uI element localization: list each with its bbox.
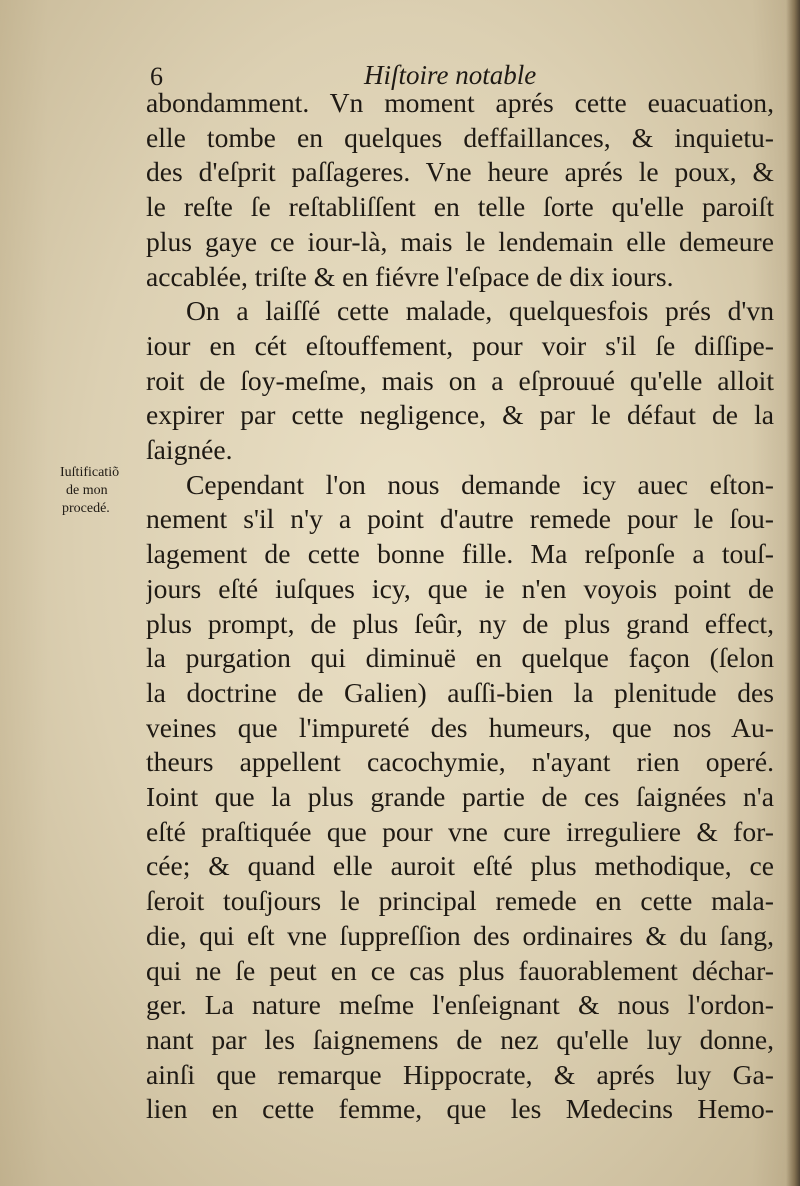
text-line: lien en cette femme, que les Medecins Hemo- <box>146 1093 774 1125</box>
text-line: cée; & quand elle auroit eſté plus methodique, ce <box>146 850 774 882</box>
text-line: nant par les ſaignemens de nez qu'elle luy donne, <box>146 1023 774 1055</box>
text-line: elle tombe en quelques deffaillances, & inquietu- <box>146 121 774 153</box>
text-line: la doctrine de Galien) auſſi-bien la plenitude des <box>146 676 774 708</box>
text-line: On a laiſſé cette malade, quelquesfois prés d'vn <box>186 295 774 327</box>
text-line: nement s'il n'y a point d'autre remede pour le ſou- <box>146 503 774 535</box>
text-line: Ioint que la plus grande partie de ces ſaignées n'a <box>146 781 774 813</box>
text-line: qui ne ſe peut en ce cas plus fauorablement déchar- <box>146 954 774 986</box>
text-line: expirer par cette negligence, & par le défaut de la <box>146 399 774 431</box>
text-line: des d'eſprit paſſageres. Vne heure aprés le poux, & <box>146 156 774 188</box>
text-line: abondamment. Vn moment aprés cette euacuation, <box>146 87 774 118</box>
margin-note-line: procedé. <box>62 501 110 516</box>
text-line: eſté praſtiquée que pour vne cure irreguliere & for- <box>146 815 774 847</box>
text-line: le reſte ſe reſtabliſſent en telle ſorte qu'elle paroiſt <box>146 191 774 223</box>
text-line: Cependant l'on nous demande icy auec eſton- <box>186 468 774 500</box>
running-title: Hiſtoire notable <box>364 60 537 90</box>
text-line: accablée, triſte & en fiévre l'eſpace de dix iours. <box>146 260 674 292</box>
text-line: ſeroit touſjours le principal remede en cette mala- <box>146 885 774 917</box>
text-line: jours eſté iuſques icy, que ie n'en voyois point de <box>146 572 774 604</box>
body-text <box>146 86 774 1127</box>
text-line: iour en cét eſtouffement, pour voir s'il ſe diſſipe- <box>146 329 774 361</box>
text-line: theurs appellent cacochymie, n'ayant rien operé. <box>146 746 774 778</box>
text-line: veines que l'impureté des humeurs, que nos Au- <box>146 711 774 743</box>
text-line: lagement de cette bonne fille. Ma reſponſe a touſ- <box>146 538 774 570</box>
margin-note <box>60 464 140 518</box>
text-line: plus gaye ce iour-là, mais le lendemain elle demeure <box>146 225 774 257</box>
text-line: roit de ſoy-meſme, mais on a eſprouué qu'elle alloit <box>146 364 774 396</box>
text-line: die, qui eſt vne ſuppreſſion des ordinaires & du ſang, <box>146 919 774 951</box>
text-line: la purgation qui diminuë en quelque façon (ſelon <box>146 642 774 674</box>
text-line: ſaignée. <box>146 434 233 466</box>
text-line: plus prompt, de plus ſeûr, ny de plus grand effect, <box>146 607 774 639</box>
page-number: 6 <box>150 62 163 91</box>
text-line: ainſi que remarque Hippocrate, & aprés luy Ga- <box>146 1058 774 1090</box>
page-binding-edge <box>786 0 800 1186</box>
text-line: ger. La nature meſme l'enſeignant & nous l'ordon- <box>146 989 774 1021</box>
margin-note-line: Iuſtificatiõ <box>60 465 120 480</box>
margin-note-line: de mon <box>66 483 108 498</box>
